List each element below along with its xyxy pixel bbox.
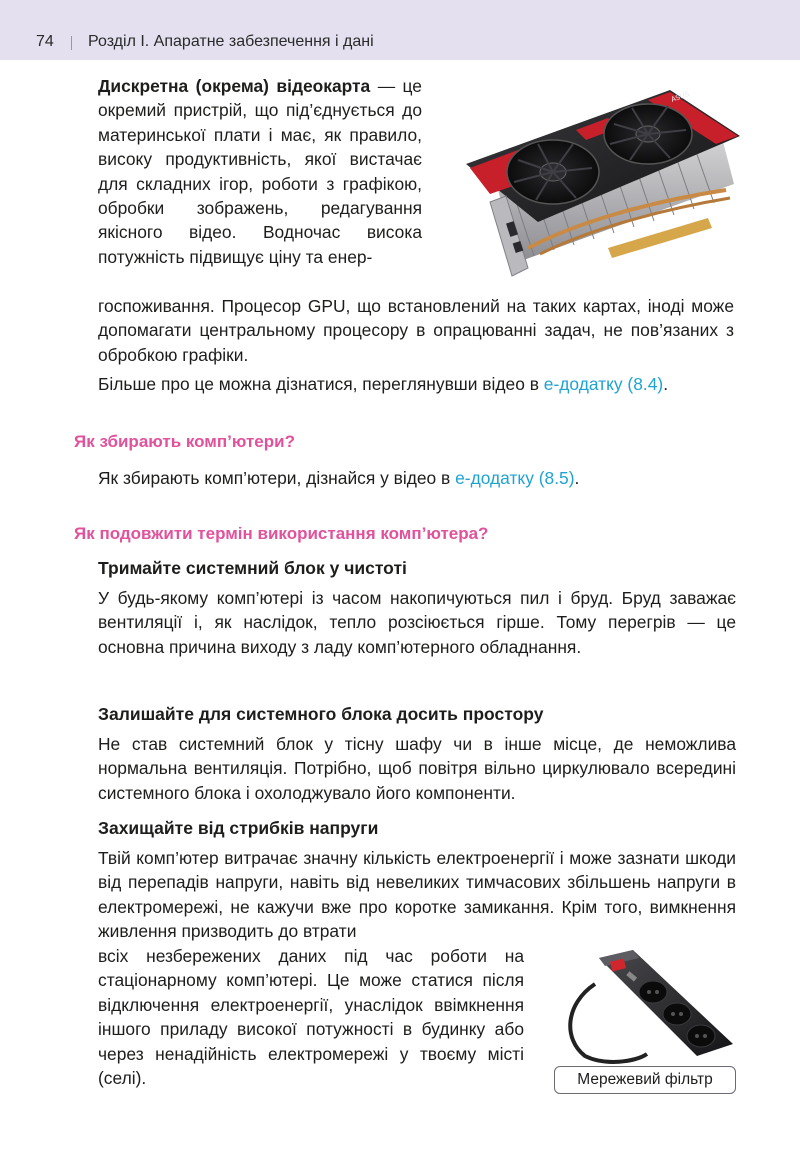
tip-surge-text-part1: Твій комп’ютер витрачає значну кількість електроенергії і може зазнати шкоди від перепадів напруги, навіть від невеликих тимчасових збільшень напруги в електромережі, не кажучи вже про коротке замикання. Крім того, вимкнення живлення призводить до втрати: [98, 848, 736, 942]
gpu-logo: ASUS: [669, 89, 691, 104]
discrete-gpu-text-full: [98, 294, 734, 367]
tip-clean-text: У будь-якому комп’ютері із часом накопичуються пил і бруд. Бруд заважає вентиляції і, як наслідок, тепло розсіюється гірше. Тому перегрів — це основна причина виходу з ладу комп’ютерного обладнання.: [98, 588, 736, 657]
discrete-gpu-definition: — це окремий пристрій, що під’єднується до материнської плати і має, як правило, високу продуктивність, якої вистачає для складних ігор, роботи з графікою, обробки зображень, редагування якісного відео. Водночас висока потужність підвищує ціну та енер-: [98, 76, 422, 267]
assemble-text: Як збирають комп’ютери, дізнайся у відео в: [98, 468, 456, 488]
e-addon-link-8-5[interactable]: е-додатку (8.5): [455, 468, 575, 488]
header-separator: [71, 36, 72, 50]
page-number: 74: [36, 33, 54, 50]
more-video-end: .: [663, 374, 669, 394]
tip-surge-heading: Захищайте від стрибків напруги: [98, 818, 379, 838]
tip-surge-text-full: [98, 846, 736, 944]
more-video-line: [98, 372, 758, 396]
discrete-gpu-continuation: госпоживання. Процесор GPU, що встановлений на таких картах, іноді може допомагати центральному процесору в опрацюванні задач, не пов’язаних з обробкою графіки.: [98, 296, 734, 365]
assemble-line: [98, 466, 738, 490]
surge-protector-caption: Мережевий фільтр: [554, 1066, 736, 1094]
more-video-text: Більше про це можна дізнатися, переглянувши відео в: [98, 374, 544, 394]
surge-protector-image: [555, 944, 737, 1066]
discrete-gpu-text-wrap: [98, 74, 422, 269]
tip-clean-heading: Тримайте системний блок у чистоті: [98, 558, 407, 578]
page-header: [0, 0, 800, 60]
chapter-title: Розділ І. Апаратне забезпечення і дані: [88, 33, 374, 50]
tip-surge-text-part2: всіх незбережених даних під час роботи на стаціонарному комп’ютері. Це може статися після відключення електроенергії, унаслідок ввімкнення іншого приладу високої потужності в будинку або через ненадійність електромережі у твоєму місті (селі).: [98, 946, 524, 1089]
e-addon-link-8-4[interactable]: е-додатку (8.4): [543, 374, 664, 394]
tip-surge-text-wrap: [98, 944, 524, 1090]
discrete-gpu-term: Дискретна (окрема) відеокарта: [98, 76, 371, 96]
tip-space-heading: Залишайте для системного блока досить простору: [98, 704, 544, 724]
heading-extend-lifetime: Як подовжити термін використання комп’ютера?: [74, 524, 489, 543]
heading-how-assembled: Як збирають комп’ютери?: [74, 432, 295, 451]
tip-space-text: Не став системний блок у тісну шафу чи в інше місце, де неможлива нормальна вентиляція. Потрібно, щоб повітря вільно циркулювало всередині системного блока і охолоджувало його компоненти.: [98, 734, 736, 803]
graphics-card-image: [458, 72, 746, 284]
assemble-end: .: [574, 468, 580, 488]
